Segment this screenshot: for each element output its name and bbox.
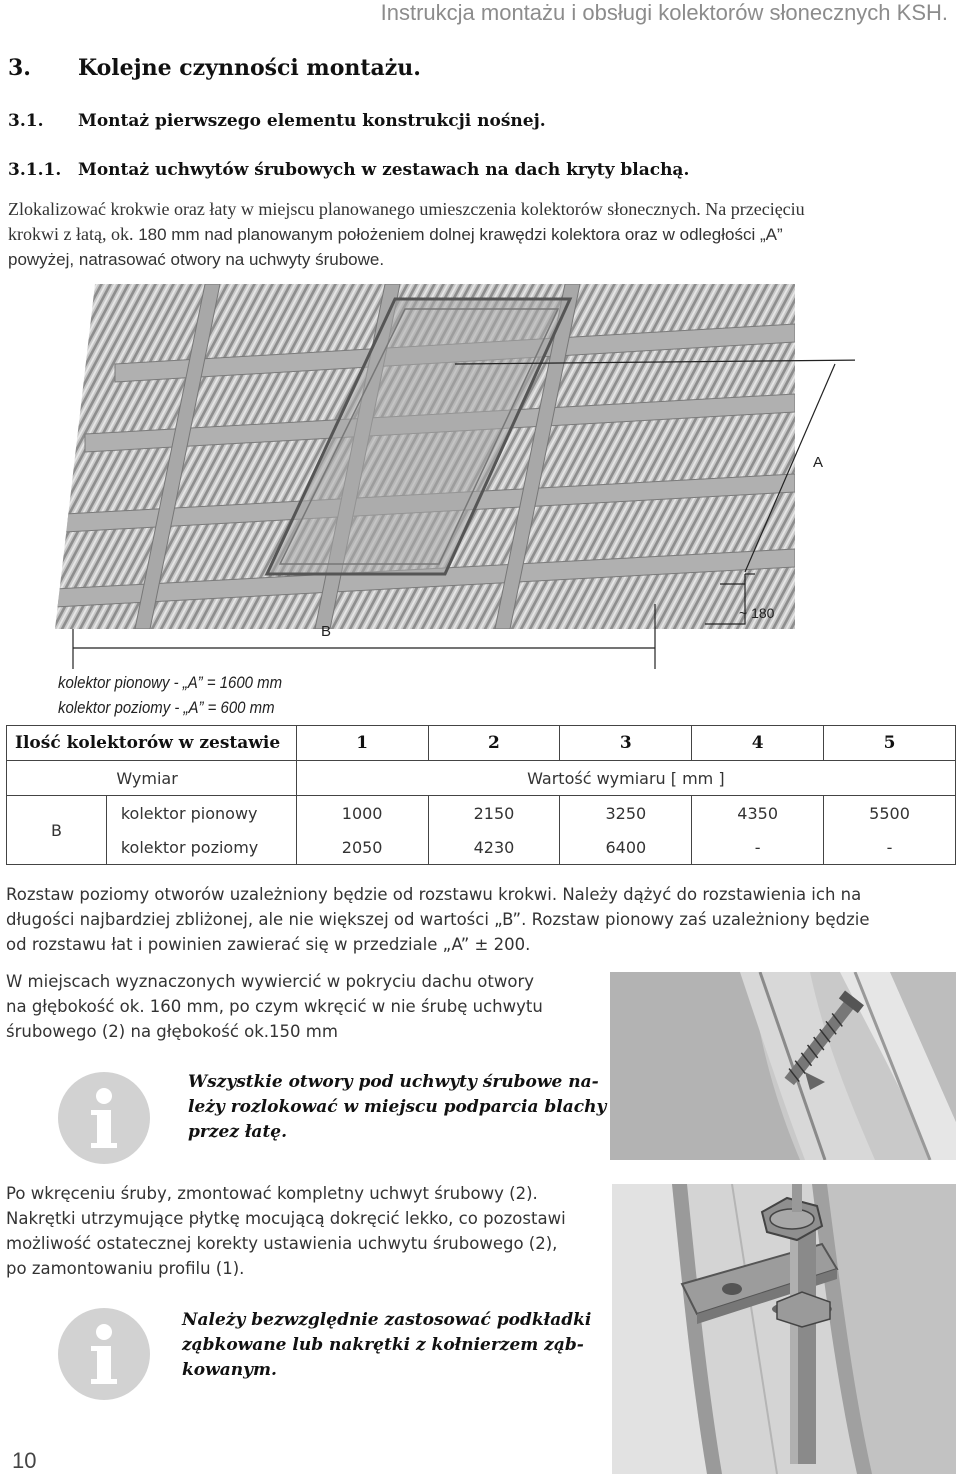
table-cell: 2050 bbox=[296, 830, 428, 865]
spacing-paragraph bbox=[6, 882, 958, 957]
subsubsection-number: 3.1.1. bbox=[8, 160, 62, 180]
spacing-line-1: Rozstaw poziomy otworów uzależniony będzie od rozstawu krokwi. Należy dążyć do rozstawienia ich na bbox=[6, 885, 862, 904]
table-subheader-row bbox=[7, 761, 956, 796]
intro-line-3: powyżej, natrasować otwory na uchwyty śrubowe. bbox=[8, 250, 385, 269]
note2-line-1: Należy bezwzględnie zastosować podkładki bbox=[182, 1310, 592, 1330]
section-heading bbox=[8, 55, 421, 81]
note2-line-2: ząbkowane lub nakrętki z kołnierzem ząb- bbox=[182, 1335, 584, 1355]
note1-line-1: Wszystkie otwory pod uchwyty śrubowe na- bbox=[188, 1072, 599, 1092]
intro-line-1: Zlokalizować krokwie oraz łaty w miejscu planowanego umieszczenia kolektorów słonecznych. Na przecięciu bbox=[8, 199, 805, 219]
screw-bracket-photo bbox=[612, 1184, 956, 1474]
count-cell: 4 bbox=[692, 726, 824, 761]
intro-line-2b: 180 mm nad planowanym położeniem dolnej krawędzi kolektora oraz w odległości „A” bbox=[133, 225, 783, 244]
value-label: Wartość wymiaru [ mm ] bbox=[296, 761, 955, 796]
spacing-line-2: długości najbardziej zbliżonej, ale nie większej od wartości „B”. Rozstaw pionowy zaś uzależniony będzie bbox=[6, 910, 870, 929]
screw-drilling-photo bbox=[610, 972, 956, 1160]
row-label: kolektor poziomy bbox=[106, 830, 296, 865]
count-cell: 1 bbox=[296, 726, 428, 761]
spacing-line-3: od rozstawu łat i powinien zawierać się w przedziale „A” ± 200. bbox=[6, 935, 531, 954]
table-row bbox=[7, 830, 956, 865]
info-icon bbox=[58, 1308, 150, 1400]
section-number: 3. bbox=[8, 55, 31, 81]
note1-line-2: leży rozlokować w miejscu podparcia blachy bbox=[188, 1097, 607, 1117]
drill-paragraph bbox=[6, 969, 601, 1044]
table-row bbox=[7, 796, 956, 831]
legend-line-2: kolektor poziomy - „A” = 600 mm bbox=[58, 698, 275, 717]
subsubsection-heading bbox=[8, 160, 689, 180]
count-cell: 5 bbox=[824, 726, 956, 761]
table-header-label: Ilość kolektorów w zestawie bbox=[7, 726, 297, 761]
note2-line-3: kowanym. bbox=[182, 1360, 277, 1380]
dimension-label: Wymiar bbox=[106, 761, 296, 796]
table-header-row bbox=[7, 726, 956, 761]
table-cell: - bbox=[692, 830, 824, 865]
label-b: B bbox=[321, 623, 332, 640]
table-cell: 4230 bbox=[428, 830, 560, 865]
page-number: 10 bbox=[12, 1448, 37, 1473]
count-cell: 2 bbox=[428, 726, 560, 761]
subsubsection-title: Montaż uchwytów śrubowych w zestawach na dach kryty blachą. bbox=[78, 160, 690, 180]
table-cell: 6400 bbox=[560, 830, 692, 865]
mount-line-2: Nakrętki utrzymujące płytkę mocującą dokręcić lekko, co pozostawi bbox=[6, 1209, 566, 1228]
drill-line-3: śrubowego (2) na głębokość ok.150 mm bbox=[6, 1022, 338, 1041]
subsection-heading bbox=[8, 111, 546, 131]
subsection-number: 3.1. bbox=[8, 111, 44, 131]
mount-line-4: po zamontowaniu profilu (1). bbox=[6, 1259, 245, 1278]
intro-paragraph bbox=[8, 197, 958, 272]
note-warning-1 bbox=[188, 1070, 606, 1145]
info-icon bbox=[58, 1072, 150, 1164]
table-cell: 4350 bbox=[692, 796, 824, 831]
document-header: Instrukcja montażu i obsługi kolektorów słonecznych KSH. bbox=[380, 0, 948, 25]
table-cell: 5500 bbox=[824, 796, 956, 831]
row-key: B bbox=[7, 796, 107, 865]
drill-line-2: na głębokość ok. 160 mm, po czym wkręcić w nie śrubę uchwytu bbox=[6, 997, 543, 1016]
mount-line-1: Po wkręceniu śruby, zmontować kompletny uchwyt śrubowy (2). bbox=[6, 1184, 538, 1203]
section-title: Kolejne czynności montażu. bbox=[78, 55, 421, 81]
count-cell: 3 bbox=[560, 726, 692, 761]
table-cell: 1000 bbox=[296, 796, 428, 831]
roof-layout-figure bbox=[55, 284, 855, 674]
figure-legend bbox=[58, 670, 282, 720]
mount-line-3: możliwość ostatecznej korekty ustawienia uchwytu śrubowego (2), bbox=[6, 1234, 558, 1253]
table-cell: - bbox=[824, 830, 956, 865]
dimension-table bbox=[6, 725, 956, 865]
table-cell: 3250 bbox=[560, 796, 692, 831]
intro-line-2a: krokwi z łatą, ok. bbox=[8, 224, 134, 244]
row-label: kolektor pionowy bbox=[106, 796, 296, 831]
note-warning-2 bbox=[182, 1308, 591, 1383]
label-180: ~ 180 bbox=[739, 605, 775, 621]
subsection-title: Montaż pierwszego elementu konstrukcji nośnej. bbox=[78, 111, 546, 131]
label-a: A bbox=[813, 454, 824, 471]
drill-line-1: W miejscach wyznaczonych wywiercić w pokryciu dachu otwory bbox=[6, 972, 534, 991]
legend-line-1: kolektor pionowy - „A” = 1600 mm bbox=[58, 673, 283, 692]
note1-line-3: przez łatę. bbox=[188, 1122, 288, 1142]
table-cell: 2150 bbox=[428, 796, 560, 831]
mount-paragraph bbox=[6, 1181, 601, 1281]
